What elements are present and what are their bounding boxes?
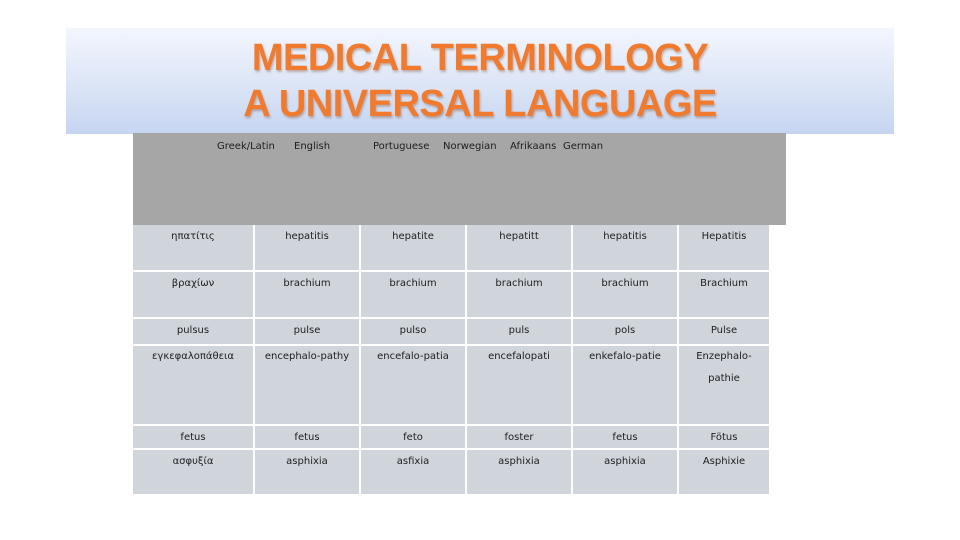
table-cell: brachium: [255, 272, 359, 317]
table-cell: pulsus: [133, 319, 253, 344]
table-cell: asphixia: [573, 450, 677, 494]
slide-title-line1: MEDICAL TERMINOLOGY: [251, 37, 709, 79]
table-cell: pols: [573, 319, 677, 344]
table-cell: hepatitis: [573, 225, 677, 270]
table-cell: brachium: [361, 272, 465, 317]
table-cell: Asphixie: [679, 450, 769, 494]
table-cell: asfixia: [361, 450, 465, 494]
table-cell: encephalo-pathy: [255, 346, 359, 424]
terminology-table: [133, 225, 759, 494]
table-cell: asphixia: [255, 450, 359, 494]
table-cell: enkefalo-patie: [573, 346, 677, 424]
table-cell: ηπατίτις: [133, 225, 253, 270]
table-cell: encefalopati: [467, 346, 571, 424]
header-greek-latin: Greek/Latin: [217, 141, 275, 152]
table-cell: fetus: [255, 426, 359, 448]
header-norwegian: Norwegian: [443, 141, 497, 152]
table-cell: puls: [467, 319, 571, 344]
header-portuguese: Portuguese: [373, 141, 430, 152]
table-cell: hepatitt: [467, 225, 571, 270]
table-cell: feto: [361, 426, 465, 448]
table-cell: Pulse: [679, 319, 769, 344]
table-cell: brachium: [573, 272, 677, 317]
table-cell: Fötus: [679, 426, 769, 448]
table-cell: pulse: [255, 319, 359, 344]
table-cell: asphixia: [467, 450, 571, 494]
table-cell: hepatitis: [255, 225, 359, 270]
table-cell: hepatite: [361, 225, 465, 270]
table-cell: foster: [467, 426, 571, 448]
table-cell: Enzephalo-pathie: [679, 346, 769, 424]
table-cell: fetus: [573, 426, 677, 448]
table-cell: brachium: [467, 272, 571, 317]
header-german: German: [563, 141, 604, 152]
table-cell: Hepatitis: [679, 225, 769, 270]
table-cell: Brachium: [679, 272, 769, 317]
table-cell: ασφυξία: [133, 450, 253, 494]
table-cell: fetus: [133, 426, 253, 448]
table-cell: pulso: [361, 319, 465, 344]
slide-title-line2: A UNIVERSAL LANGUAGE: [243, 83, 717, 125]
header-english: English: [294, 141, 331, 152]
header-afrikaans: Afrikaans: [510, 141, 557, 152]
table-cell: βραχίων: [133, 272, 253, 317]
table-cell: encefalo-patia: [361, 346, 465, 424]
table-cell: εγκεφαλοπάθεια: [133, 346, 253, 424]
